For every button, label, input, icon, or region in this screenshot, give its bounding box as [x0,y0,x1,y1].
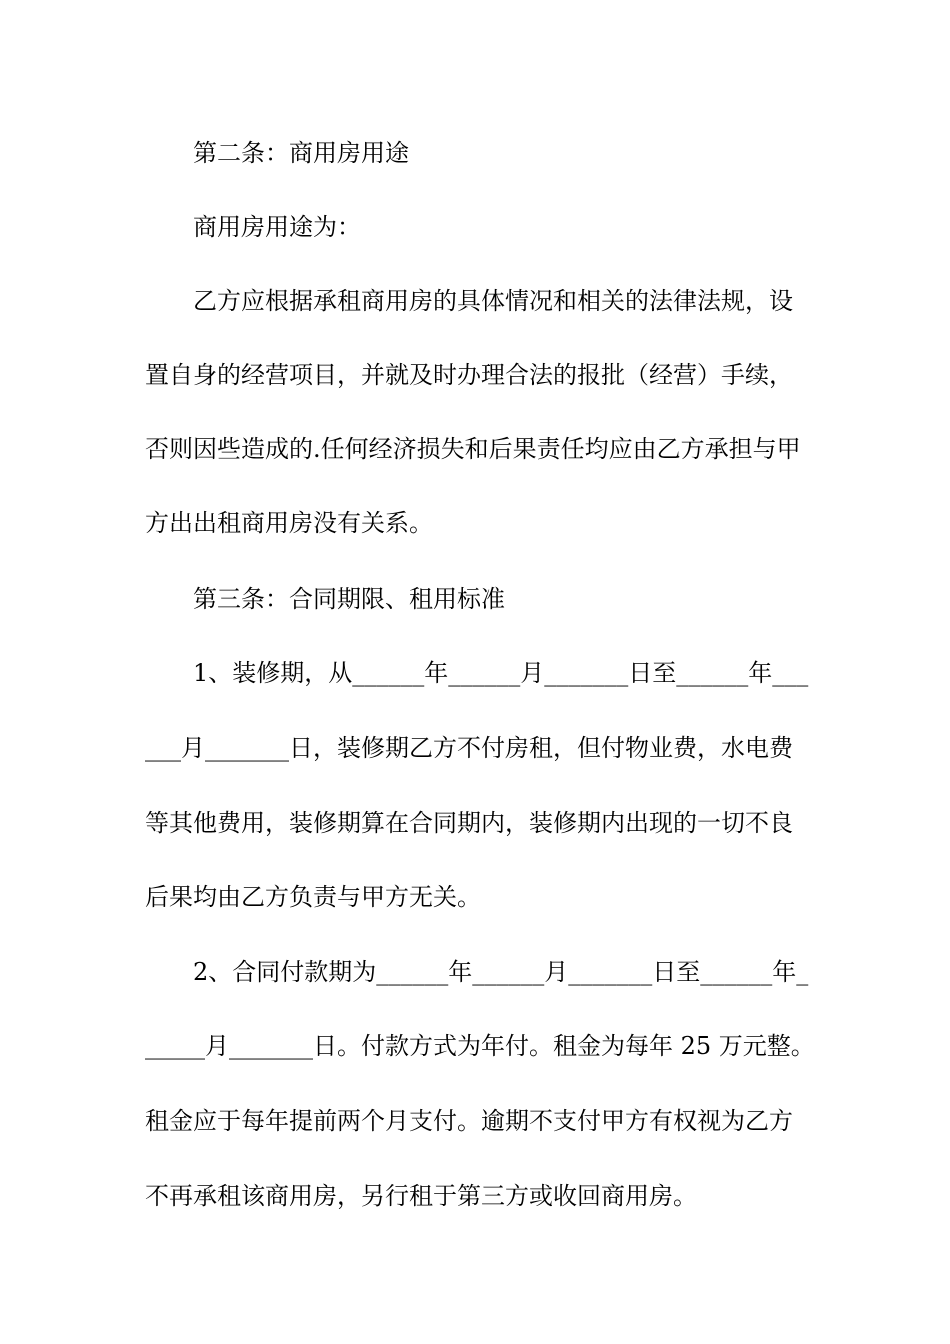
paragraph-line: ___月_______日，装修期乙方不付房租，但付物业费，水电费 [145,734,793,762]
paragraph-line: 等其他费用，装修期算在合同期内，装修期内出现的一切不良 [145,809,793,837]
article-2-heading: 第二条：商用房用途 [193,139,409,167]
paragraph-line: 2、合同付款期为______年______月_______日至______年_ [193,958,809,986]
paragraph-line: 后果均由乙方负责与甲方无关。 [145,883,481,911]
paragraph-line: 1、装修期，从______年______月_______日至______年___ [193,659,809,687]
paragraph-line: 乙方应根据承租商用房的具体情况和相关的法律法规，设 [193,287,793,315]
paragraph-line: _____月_______日。付款方式为年付。租金为每年 25 万元整。 [145,1032,815,1060]
paragraph-line: 租金应于每年提前两个月支付。逾期不支付甲方有权视为乙方 [145,1107,793,1135]
paragraph-line: 方出出租商用房没有关系。 [145,509,433,537]
paragraph-line: 置自身的经营项目，并就及时办理合法的报批（经营）手续， [145,361,793,389]
article-3-heading: 第三条：合同期限、租用标准 [193,585,505,613]
paragraph-line: 否则因些造成的.任何经济损失和后果责任均应由乙方承担与甲 [145,435,801,463]
paragraph-line: 不再承租该商用房，另行租于第三方或收回商用房。 [145,1182,697,1210]
paragraph-line: 商用房用途为： [193,213,361,241]
